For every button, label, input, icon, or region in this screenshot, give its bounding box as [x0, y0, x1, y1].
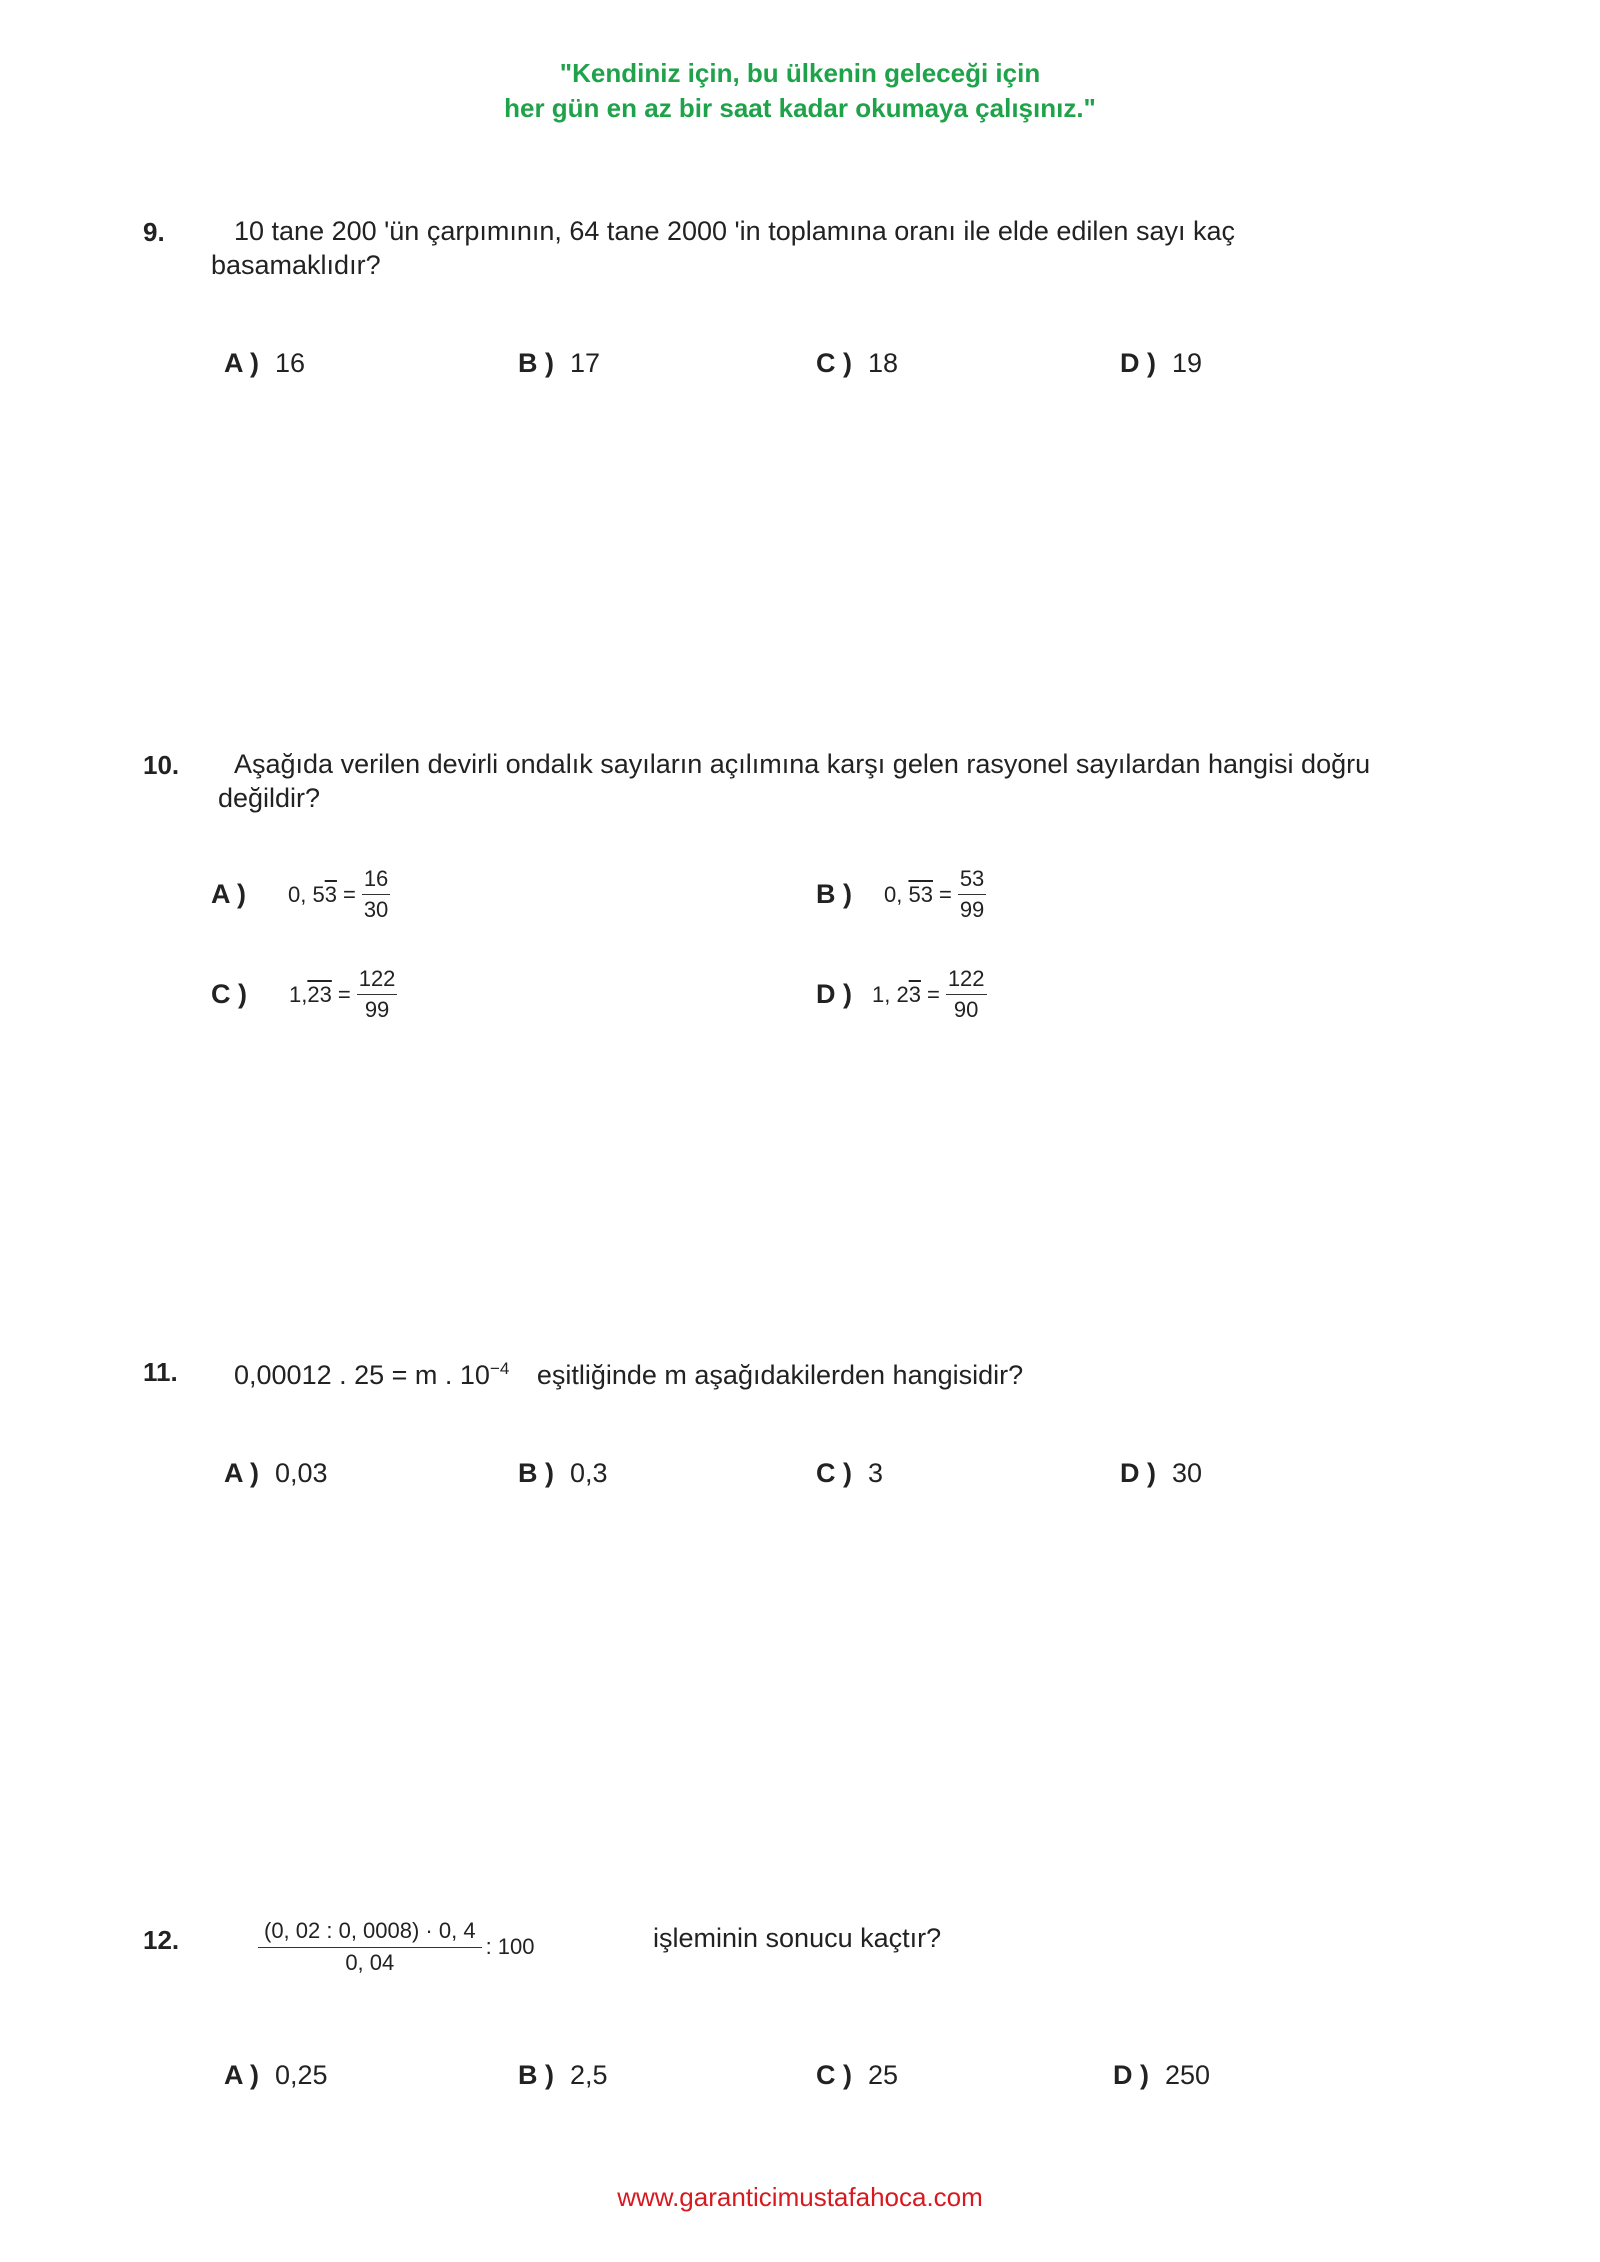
question-9-option-d[interactable]	[1120, 348, 1202, 379]
fraction: $\frac{122}{90}$	[947, 966, 985, 1022]
question-12-expression	[258, 1918, 535, 1976]
repeating-decimal: 0, 53 =	[288, 881, 356, 907]
fraction: $\frac{53}{99}$	[959, 866, 985, 922]
question-9-number: 9.	[143, 217, 165, 247]
question-12-option-b[interactable]	[518, 2060, 608, 2091]
option-label: D )	[1120, 348, 1156, 378]
option-label: A )	[211, 879, 246, 909]
option-value: 25	[868, 2060, 899, 2090]
option-value: 17	[570, 348, 601, 378]
option-value: 0,3	[570, 1458, 608, 1488]
question-10-option-c[interactable]	[211, 966, 397, 1023]
option-label: A )	[224, 348, 259, 378]
option-label: B )	[518, 1458, 554, 1488]
question-11-option-b[interactable]	[518, 1458, 608, 1489]
option-value: 250	[1165, 2060, 1211, 2090]
option-value: 0,25	[275, 2060, 328, 2090]
repeating-decimal: 1,23 =	[289, 981, 351, 1007]
option-value: 18	[868, 348, 899, 378]
question-10-option-b[interactable]	[816, 866, 986, 923]
question-9-option-b[interactable]	[518, 348, 600, 379]
header-quote-line-1: "Kendiniz için, bu ülkenin geleceği için	[559, 58, 1041, 88]
option-label: C )	[816, 2060, 852, 2090]
option-label: D )	[816, 979, 852, 1009]
option-label: D )	[1120, 1458, 1156, 1488]
question-12-option-d[interactable]	[1113, 2060, 1210, 2091]
option-label: C )	[816, 348, 852, 378]
option-value: 16	[275, 348, 306, 378]
question-12-text: işleminin sonucu kaçtır?	[653, 1923, 942, 1953]
option-label: D )	[1113, 2060, 1149, 2090]
question-10-text-line-1: Aşağıda verilen devirli ondalık sayıların açılımına karşı gelen rasyonel sayılardan hangisi doğru	[234, 749, 1371, 779]
question-11-text	[234, 1352, 1023, 1392]
question-10-number: 10.	[143, 750, 180, 780]
option-label: C )	[816, 1458, 852, 1488]
repeating-decimal: 0, 53 =	[884, 881, 952, 907]
option-value: 2,5	[570, 2060, 608, 2090]
question-11-prompt: eşitliğinde m aşağıdakilerden hangisidir?	[536, 1360, 1024, 1390]
option-value: 19	[1172, 348, 1203, 378]
option-label: B )	[816, 879, 852, 909]
exponent: −4	[489, 1359, 510, 1378]
question-12-number: 12.	[143, 1925, 180, 1955]
question-9-text-line-1: 10 tane 200 'ün çarpımının, 64 tane 2000 'in toplamına oranı ile elde edilen sayı kaç	[234, 216, 1235, 246]
question-10-option-d[interactable]	[816, 966, 987, 1023]
question-10-option-a[interactable]	[211, 866, 390, 923]
fraction: $\frac{(0, 02 : 0, 0008) \cdot 0, 4}{0, 04}$	[258, 1918, 482, 1976]
header-quote-line-2: her gün en az bir saat kadar okumaya çalışınız."	[504, 93, 1096, 123]
option-label: C )	[211, 979, 247, 1009]
option-value: 30	[1172, 1458, 1203, 1488]
question-12-option-c[interactable]	[816, 2060, 898, 2091]
question-10-text-line-2: değildir?	[218, 783, 321, 813]
option-label: B )	[518, 348, 554, 378]
option-label: B )	[518, 2060, 554, 2090]
fraction: $\frac{16}{30}$	[363, 866, 389, 922]
option-label: A )	[224, 2060, 259, 2090]
question-11-number: 11.	[143, 1357, 178, 1387]
equation: 0,00012 . 25 = m . 10	[234, 1360, 490, 1390]
option-value: 0,03	[275, 1458, 328, 1488]
fraction: $\frac{122}{99}$	[358, 966, 396, 1022]
option-label: A )	[224, 1458, 259, 1488]
question-9-option-c[interactable]	[816, 348, 898, 379]
footer-website-link[interactable]: www.garanticimustafahoca.com	[617, 2182, 983, 2212]
question-11-option-a[interactable]	[224, 1458, 328, 1489]
question-12-option-a[interactable]	[224, 2060, 328, 2091]
question-9-option-a[interactable]	[224, 348, 305, 379]
divisor: : 100	[485, 1934, 535, 1959]
option-value: 3	[868, 1458, 884, 1488]
repeating-decimal: 1, 23 =	[872, 981, 940, 1007]
question-11-option-d[interactable]	[1120, 1458, 1202, 1489]
question-9-text-line-2: basamaklıdır?	[211, 250, 381, 280]
question-11-option-c[interactable]	[816, 1458, 883, 1489]
